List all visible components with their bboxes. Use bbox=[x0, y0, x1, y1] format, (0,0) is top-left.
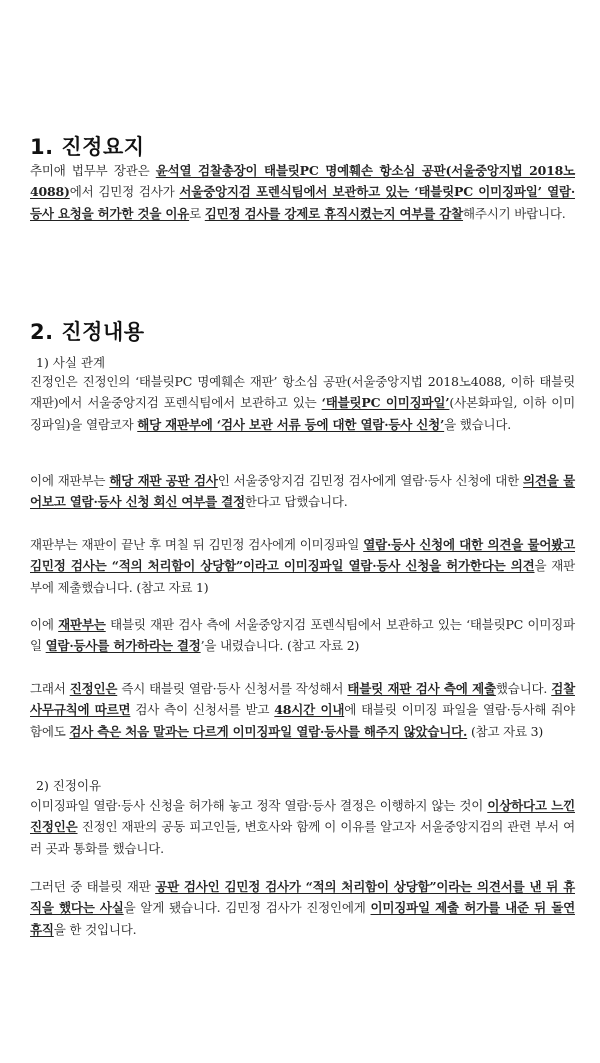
text-run: 그러던 중 태블릿 재판 bbox=[30, 879, 156, 894]
underlined-emphasis: 의견을 물어보고 열람·등사 신청 회신 여부를 결정 bbox=[30, 473, 575, 510]
underlined-emphasis: 태블릿 재판 검사 측에 제출 bbox=[347, 681, 496, 696]
underlined-emphasis: 열람·등사를 허가하라는 결정 bbox=[45, 638, 201, 654]
text-run: 태블릿 재판 검사 측에 서울중앙지검 포렌식팀에서 보관하고 있는 ‘태블릿PC 이미징파일 bbox=[30, 617, 575, 654]
facts-paragraph-2 bbox=[30, 470, 575, 513]
underlined-emphasis: 검찰 사무규칙에 따르면 bbox=[30, 681, 575, 718]
underlined-emphasis: ‘태블릿PC 이미징파일’ bbox=[321, 395, 450, 411]
text-run: 진정인 재판의 공동 피고인들, 변호사와 함께 이 이유를 알고자 서울중앙지검의 관련 부서 여러 곳과 통화를 했습니다. bbox=[30, 819, 575, 856]
text-run: 한다고 답했습니다. bbox=[244, 494, 348, 510]
underlined-emphasis: 열람·등사 신청에 대한 의견을 물어봤고 김민정 검사는 “적의 처리함이 상당함”이라고 이미징파일 열람·등사 신청을 허가한다는 의견 bbox=[30, 537, 575, 574]
text-run: 이에 bbox=[30, 617, 59, 632]
text-run: 을 했습니다. bbox=[444, 416, 512, 432]
underlined-emphasis: 해당 재판부에 ‘검사 보관 서류 등에 대한 열람·등사 신청’ bbox=[137, 416, 445, 432]
text-run: 을 한 것입니다. bbox=[53, 921, 137, 937]
subsection-reason-heading: 2) 진정이유 bbox=[36, 778, 102, 793]
text-run: 했습니다. bbox=[495, 681, 552, 696]
text-run: 에서 김민정 검사가 bbox=[69, 184, 180, 200]
text-run: 로 bbox=[189, 205, 205, 221]
facts-paragraph-1 bbox=[30, 371, 575, 435]
underlined-emphasis: 검사 측은 처음 말과는 다르게 이미징파일 열람·등사를 해주지 않았습니다. bbox=[69, 723, 468, 739]
text-run: 추미애 법무부 장관은 bbox=[30, 163, 156, 178]
text-run: (참고 자료 3) bbox=[467, 723, 544, 739]
facts-paragraph-4 bbox=[30, 614, 575, 657]
underlined-emphasis: 서울중앙지검 포렌식팀에서 보관하고 있는 ‘태블릿PC 이미징파일’ 열람·등사 요청을 허가한 것을 이유 bbox=[30, 184, 575, 221]
section-1-heading: 1. 진정요지 bbox=[30, 135, 145, 159]
section-1-summary bbox=[30, 160, 575, 224]
underlined-emphasis: 김민정 검사를 강제로 휴직시켰는지 여부를 감찰 bbox=[204, 205, 464, 221]
reason-paragraph-2 bbox=[30, 876, 575, 940]
text-run: ’을 내렸습니다. (참고 자료 2) bbox=[200, 638, 360, 654]
underlined-emphasis: 공판 검사인 김민정 검사가 “적의 처리함이 상당함”이라는 의견서를 낸 뒤 휴직을 했다는 사실 bbox=[30, 879, 575, 916]
facts-paragraph-5 bbox=[30, 678, 575, 742]
section-2-heading: 2. 진정내용 bbox=[30, 320, 145, 344]
facts-paragraph-3 bbox=[30, 534, 575, 598]
text-run: 즉시 태블릿 열람·등사 신청서를 작성해서 bbox=[117, 681, 348, 696]
text-run: 그래서 bbox=[30, 681, 70, 696]
underlined-emphasis: 해당 재판 공판 검사 bbox=[109, 473, 218, 488]
reason-paragraph-1 bbox=[30, 795, 575, 859]
text-run: 인 서울중앙지검 김민정 검사에게 열람·등사 신청에 대한 bbox=[217, 473, 524, 488]
text-run: 에 태블릿 이미징 파일을 열람·등사해 줘야 함에도 bbox=[30, 702, 575, 739]
text-run: 이에 재판부는 bbox=[30, 473, 110, 488]
text-run: 진정인은 진정인의 ‘태블릿PC 명예훼손 재판’ 항소심 공판(서울중앙지법 2018노4088, 이하 태블릿 재판)에서 서울중앙지검 포렌식팀에서 보관하고 있는 bbox=[30, 374, 575, 411]
underlined-emphasis: 윤석열 검찰총장이 태블릿PC 명예훼손 항소심 공판(서울중앙지법 2018노4088) bbox=[30, 163, 575, 200]
underlined-emphasis: 재판부는 bbox=[58, 617, 106, 632]
text-run: 이미징파일 열람·등사 신청을 허가해 놓고 정작 열람·등사 결정은 이행하지 않는 것이 bbox=[30, 798, 488, 813]
underlined-emphasis: 진정인은 bbox=[69, 681, 118, 696]
text-run: 재판부는 재판이 끝난 후 며칠 뒤 김민정 검사에게 이미징파일 bbox=[30, 537, 364, 552]
underlined-emphasis: 48시간 이내 bbox=[274, 702, 345, 718]
text-run: (사본화파일, 이하 이미징파일)을 열람코자 bbox=[30, 395, 576, 432]
text-run: 을 재판부에 제출했습니다. (참고 자료 1) bbox=[30, 558, 576, 595]
text-run: 검사 측이 신청서를 받고 bbox=[130, 702, 275, 718]
underlined-emphasis: 이미징파일 제출 허가를 내준 뒤 돌연 휴직 bbox=[30, 900, 575, 937]
text-run: 해주시기 바랍니다. bbox=[463, 205, 566, 221]
underlined-emphasis: 이상하다고 느낀 진정인은 bbox=[30, 798, 575, 835]
subsection-facts-heading: 1) 사실 관계 bbox=[36, 355, 106, 370]
text-run: 을 알게 됐습니다. 김민정 검사가 진정인에게 bbox=[123, 900, 371, 916]
